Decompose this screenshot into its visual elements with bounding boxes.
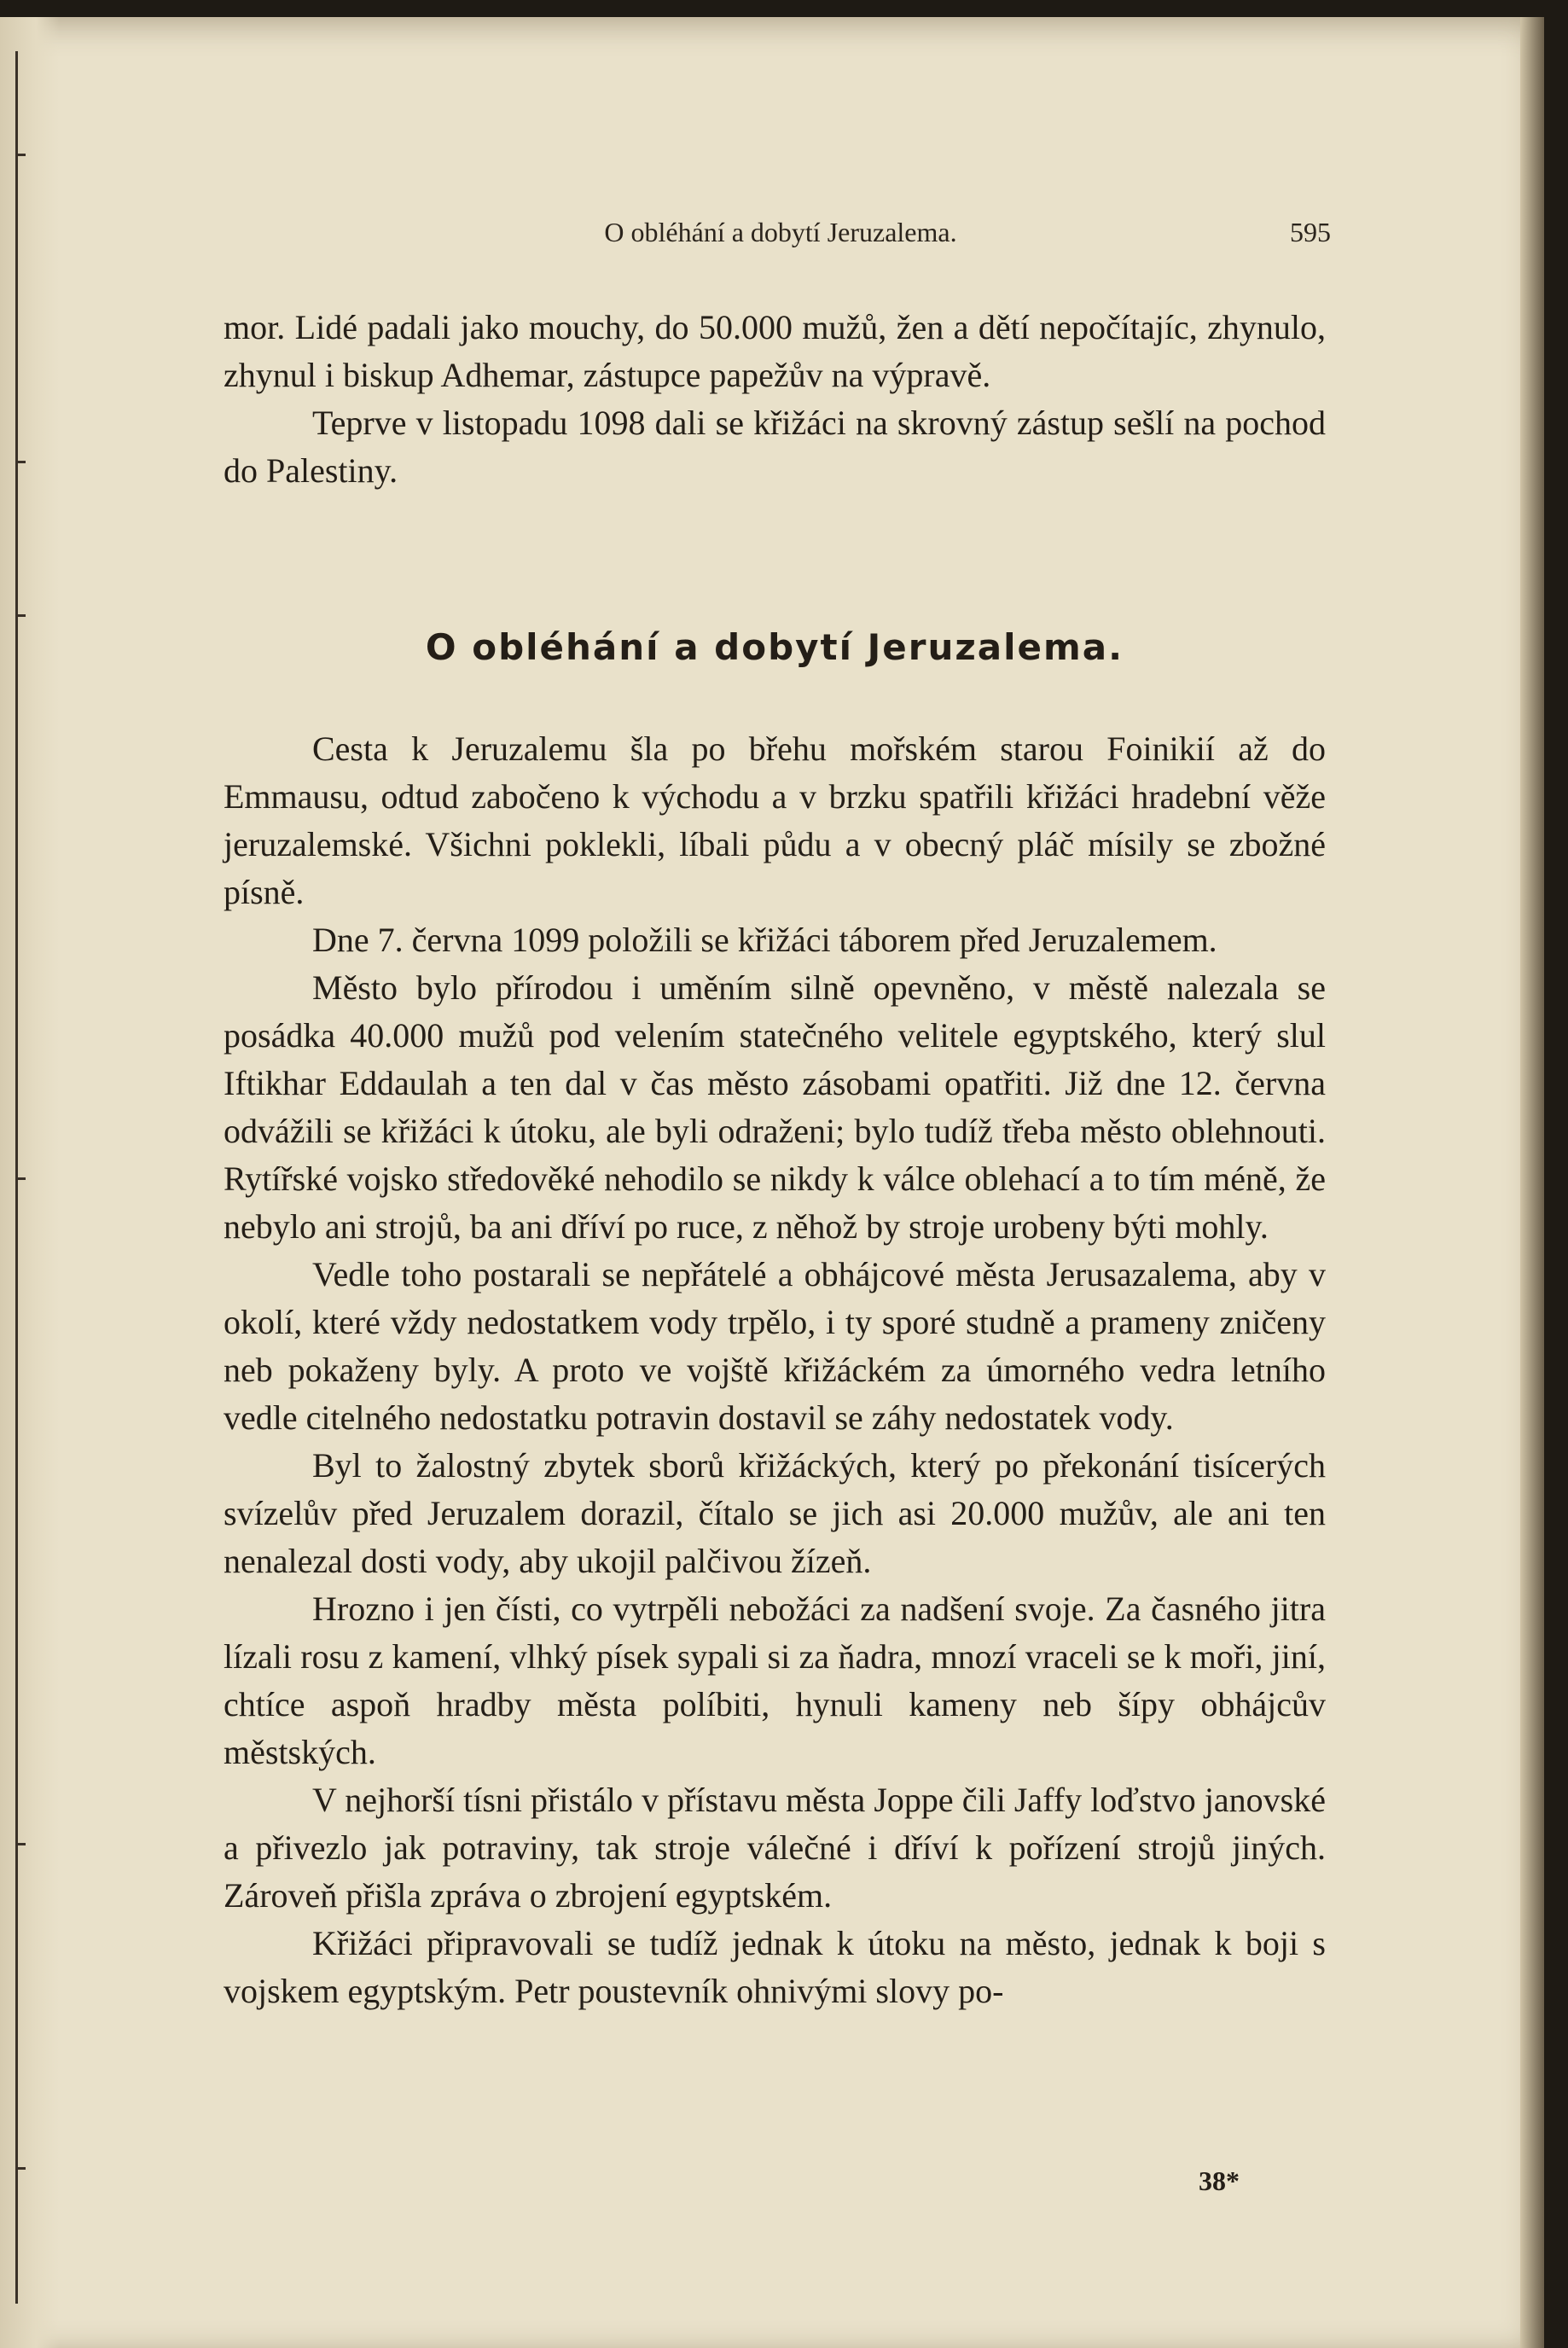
signature-mark: 38* (1199, 2165, 1240, 2196)
page-number: 595 (1290, 217, 1331, 247)
binding-mark (17, 1843, 26, 1845)
body-paragraph: Křižáci připravovali se tudíž jednak k útoku na město, jednak k boji s vojskem egyptským. Petr poustevník ohnivými slovy po- (224, 1924, 1326, 2010)
body-text (224, 725, 1326, 2015)
body-paragraph: Cesta k Jeruzalemu šla po břehu mořském starou Foinikií až do Emmausu, odtud zabočeno k východu a v brzku spatřili křižáci hradební věže jeruzalemské. Všichni poklekli, líbali půdu a v obecný pláč mísily se zbožné písně. (224, 729, 1326, 911)
body-paragraph: Hrozno i jen čísti, co vytrpěli nebožáci za nadšení svoje. Za časného jitra lízali rosu z kamení, vlhký písek sypali si za ňadra, mnozí vraceli se k moři, jiní, chtíce aspoň hradby města políbiti, hynuli kameny neb šípy obhájcův městských. (224, 1590, 1326, 1771)
body-paragraph: Byl to žalostný zbytek sborů křižáckých, který po překonání tisícerých svízelův před Jeruzalem dorazil, čítalo se jich asi 20.000 mužův, ale ani ten nenalezal dosti vody, aby ukojil palčivou žízeň. (224, 1446, 1326, 1580)
binding-mark (17, 2167, 26, 2170)
binding-mark (17, 461, 26, 463)
body-paragraph: Vedle toho postarali se nepřátelé a obhájcové města Jerusazalema, aby v okolí, které vždy nedostatkem vody trpělo, i ty sporé studně a prameny zničeny neb pokaženy byly. A proto ve vojště křižáckém za úmorného vedra letního vedle citelného nedostatku potravin dostavil se záhy nedostatek vody. (224, 1255, 1326, 1437)
binding-mark (17, 1177, 26, 1180)
body-paragraph: Dne 7. června 1099 položili se křižáci táborem před Jeruzalemem. (312, 921, 1217, 959)
book-page (0, 17, 1544, 2348)
body-paragraph: V nejhorší tísni přistálo v přístavu města Joppe čili Jaffy loďstvo janovské a přivezlo jak potraviny, tak stroje válečné i dříví k pořízení strojů jiných. Zároveň přišla zpráva o zbrojení egyptském. (224, 1781, 1326, 1915)
body-paragraph: Město bylo přírodou i uměním silně opevněno, v městě nalezala se posádka 40.000 mužů pod velením statečného velitele egyptského, který slul Iftikhar Eddaulah a ten dal v čas město zásobami opatřiti. Již dne 12. června odvážili se křižáci k útoku, ale byli odraženi; bylo tudíž třeba město oblehnouti. Rytířské vojsko středověké nehodilo se nikdy k válce oblehací a to tím méně, že nebylo ani strojů, ba ani dříví po ruce, z něhož by stroje urobeny býti mohly. (224, 968, 1326, 1246)
running-header (230, 217, 1331, 259)
intro-paragraph: mor. Lidé padali jako mouchy, do 50.000 mužů, žen a dětí nepočítajíc, zhynulo, zhynul i biskup Adhemar, zástupce papežův na výpravě. (224, 308, 1326, 394)
binding-mark (17, 614, 26, 617)
running-title: O obléhání a dobytí Jeruzalema. (604, 217, 957, 247)
page-gutter (0, 17, 60, 2348)
intro-paragraph: Teprve v listopadu 1098 dali se křižáci na skrovný zástup sešlí na pochod do Palestiny. (224, 404, 1326, 490)
intro-text (224, 304, 1326, 495)
binding-mark (17, 154, 26, 156)
page-right-edge (1520, 17, 1544, 2348)
section-heading: O obléhání a dobytí Jeruzalema. (425, 626, 1124, 668)
